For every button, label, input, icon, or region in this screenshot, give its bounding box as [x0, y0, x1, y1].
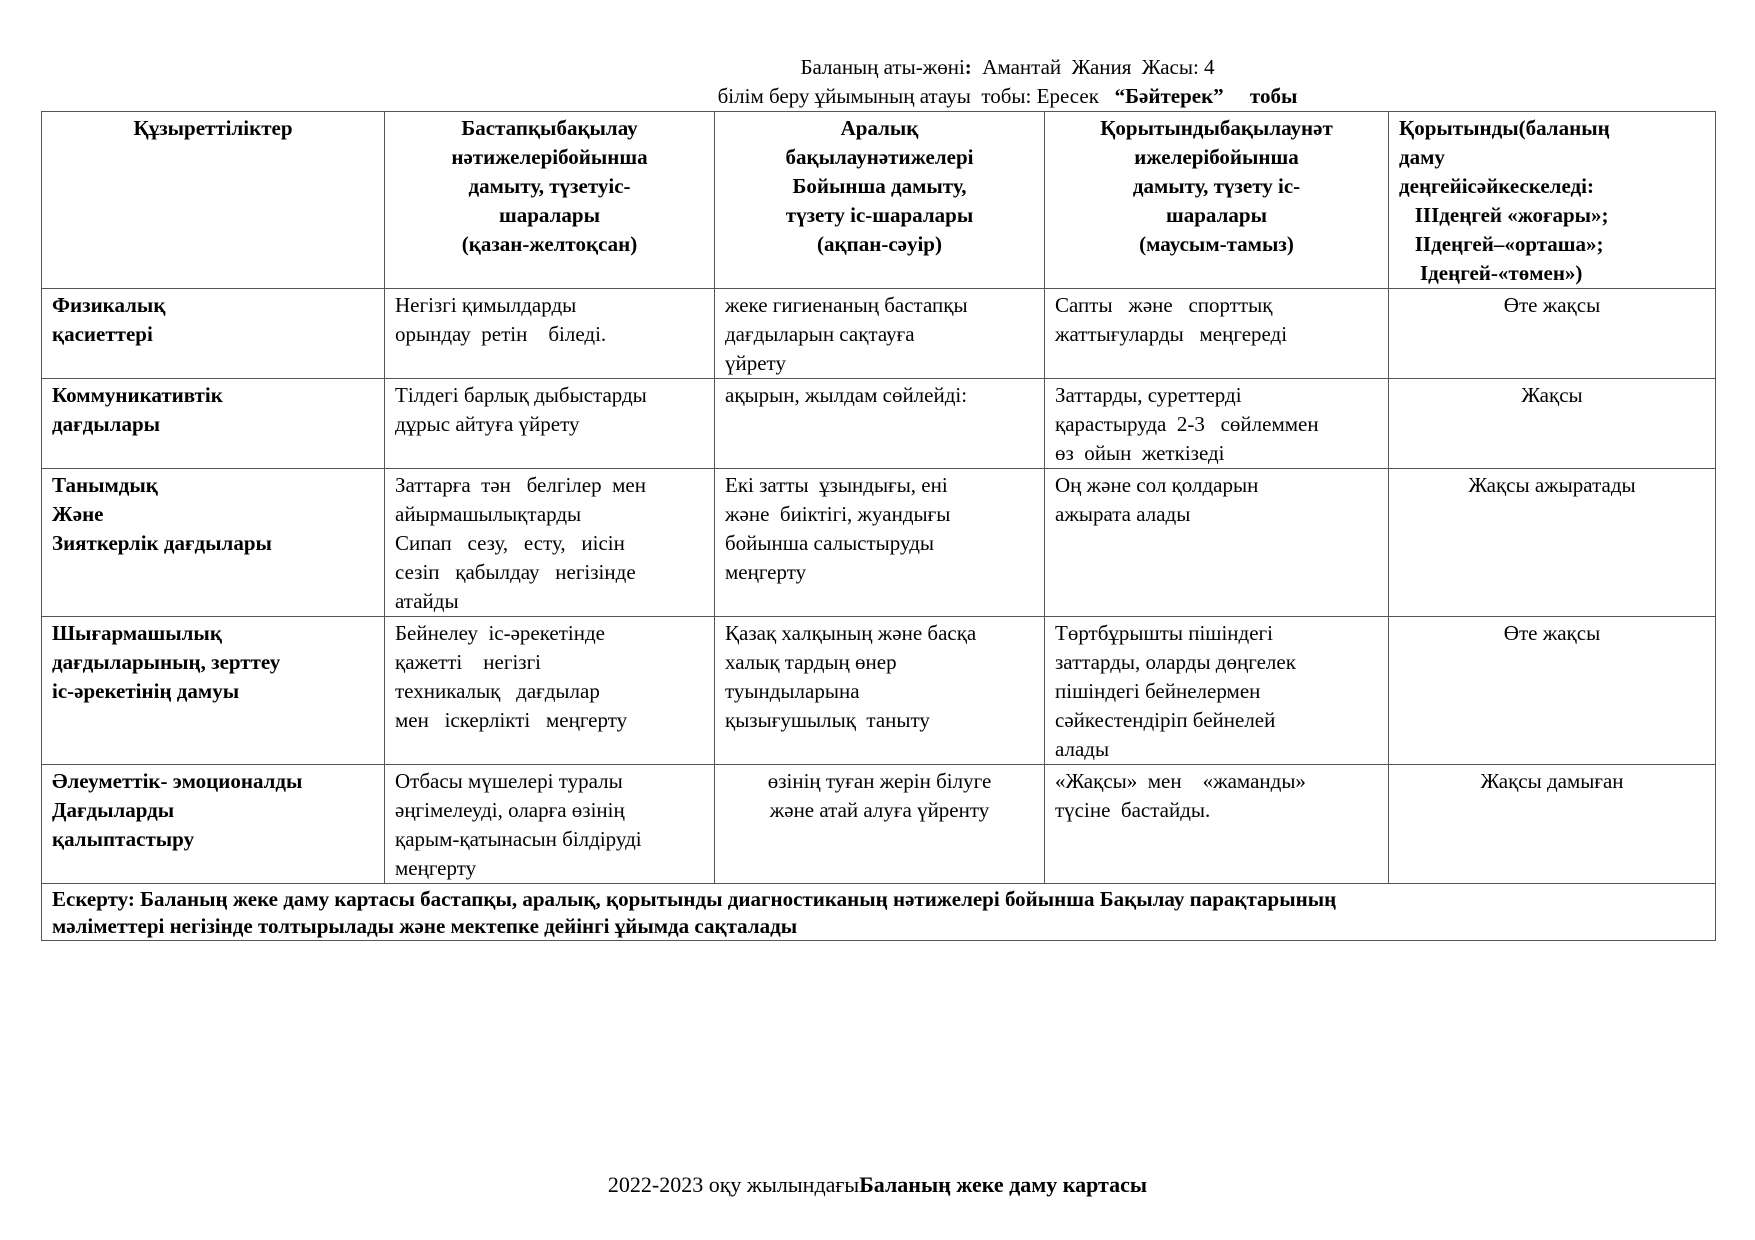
- measure-c3-line: Оң және сол қолдарын: [1055, 473, 1259, 497]
- child-name-label: Баланың аты-жөні: [800, 55, 965, 79]
- measure-c2-line: Қазақ халқының және басқа: [725, 621, 977, 645]
- col-header-line: даму: [1399, 145, 1445, 169]
- col-header-line: Бойынша дамыту,: [792, 174, 967, 198]
- measure-c3-line: өз ойын жеткізеді: [1055, 441, 1225, 465]
- col-header-line: дамыту, түзетуіс-: [468, 174, 631, 198]
- competency-name-line: Әлеуметтік- эмоционалды: [52, 769, 303, 793]
- measure-c1-line: дұрыс айтуға үйрету: [395, 412, 580, 436]
- measure-c3-line: пішіндегі бейнелермен: [1055, 679, 1261, 703]
- competency-name-line: Танымдық: [52, 473, 158, 497]
- table-header-row: [42, 112, 1716, 289]
- table-row: [42, 617, 1716, 765]
- measure-c2-line: қызығушылық таныту: [725, 708, 930, 732]
- measure-c2-line: дағдыларын сақтауға: [725, 322, 915, 346]
- measure-c2-line: халық тардың өнер: [725, 650, 897, 674]
- col-header-line: Қорытынды(баланың: [1399, 116, 1610, 140]
- measure-c2: [715, 289, 1045, 379]
- measure-c1-line: Негізгі қимылдарды: [395, 293, 577, 317]
- competency-name: [42, 289, 385, 379]
- measure-c1: [385, 379, 715, 469]
- child-name-colon: :: [964, 55, 972, 79]
- measure-c3: [1045, 469, 1389, 617]
- result-level: Өте жақсы: [1389, 289, 1716, 379]
- footer-title: Баланың жеке даму картасы: [859, 1172, 1148, 1197]
- measure-c1-line: қарым-қатынасын білдіруді: [395, 827, 642, 851]
- measure-c3: [1045, 379, 1389, 469]
- competency-name-line: Шығармашылық: [52, 621, 222, 645]
- measure-c1: [385, 765, 715, 884]
- page-footer: [0, 1172, 1755, 1198]
- measure-c1-line: Заттарға тән белгілер мен: [395, 473, 646, 497]
- measure-c2-line: меңгерту: [725, 560, 807, 584]
- col-header-line: (маусым-тамыз): [1139, 232, 1294, 256]
- measure-c2-line: бойынша салыстыруды: [725, 531, 934, 555]
- competency-name-line: Коммуникативтік: [52, 383, 223, 407]
- competency-name: [42, 469, 385, 617]
- table-body: [42, 289, 1716, 941]
- measure-c2-line: ақырын, жылдам сөйлейді:: [725, 383, 968, 407]
- measure-c3-line: жаттығуларды меңгереді: [1055, 322, 1288, 346]
- competency-name: [42, 617, 385, 765]
- competency-name-line: іс-әрекетінің дамуы: [52, 679, 240, 703]
- note-line: мәліметтері негізінде толтырылады және мектепке дейінгі ұйымда сақталады: [52, 914, 798, 938]
- col-header-line: шаралары: [1166, 203, 1267, 227]
- result-level: Жақсы дамыған: [1389, 765, 1716, 884]
- col-header-line: ІІІдеңгей «жоғары»;: [1399, 203, 1609, 227]
- result-level: Жақсы ажыратады: [1389, 469, 1716, 617]
- measure-c2-line: және атай алуға үйренту: [769, 798, 990, 822]
- col-header-line: ІІдеңгей–«орташа»;: [1399, 232, 1604, 256]
- competency-name-line: Дағдыларды: [52, 798, 175, 822]
- competency-name-line: қасиеттері: [52, 322, 153, 346]
- measure-c3: [1045, 617, 1389, 765]
- col-header-line: ижелерібойынша: [1134, 145, 1299, 169]
- child-name-line: [130, 54, 1755, 80]
- col-header-line: Бастапқыбақылау: [461, 116, 638, 140]
- footer-year: 2022-2023 оқу жылындағы: [607, 1172, 860, 1197]
- col-header-line: Ідеңгей-«төмен»): [1399, 261, 1583, 285]
- note-text: [42, 884, 1716, 941]
- col-header-line: бақылаунәтижелері: [785, 145, 974, 169]
- col-header-result: [1389, 112, 1716, 289]
- measure-c1-line: сезіп қабылдау негізінде: [395, 560, 636, 584]
- competency-name: [42, 379, 385, 469]
- competency-name-line: Зияткерлік дағдылары: [52, 531, 272, 555]
- col-header-line: (ақпан-сәуір): [817, 232, 942, 256]
- measure-c2-line: және биіктігі, жуандығы: [725, 502, 951, 526]
- table-row: [42, 765, 1716, 884]
- competency-name-line: қалыптастыру: [52, 827, 195, 851]
- measure-c2-line: жеке гигиенаның бастапқы: [725, 293, 968, 317]
- competency-name-line: дағдыларының, зерттеу: [52, 650, 281, 674]
- col-header-line: Қорытындыбақылаунәт: [1100, 116, 1333, 140]
- measure-c3-line: қарастыруда 2-3 сөйлеммен: [1055, 412, 1319, 436]
- measure-c3-line: Заттарды, суреттерді: [1055, 383, 1242, 407]
- measure-c1-line: меңгерту: [395, 856, 477, 880]
- child-name-value: Амантай Жания Жасы: 4: [971, 55, 1215, 79]
- result-level: Жақсы: [1389, 379, 1716, 469]
- measure-c1-line: атайды: [395, 589, 459, 613]
- measure-c3-line: заттарды, оларды дөңгелек: [1055, 650, 1296, 674]
- measure-c3: [1045, 289, 1389, 379]
- competency-name: [42, 765, 385, 884]
- measure-c3: [1045, 765, 1389, 884]
- competency-name-line: Және: [52, 502, 104, 526]
- col-header-intermediate-control: [715, 112, 1045, 289]
- table-row: [42, 469, 1716, 617]
- measure-c2-line: үйрету: [725, 351, 786, 375]
- table-row: [42, 379, 1716, 469]
- measure-c1-line: Бейнелеу іс-әрекетінде: [395, 621, 605, 645]
- measure-c2-line: өзінің туған жерін білуге: [767, 769, 992, 793]
- col-header-line: нәтижелерібойынша: [451, 145, 648, 169]
- measure-c3-line: ажырата алады: [1055, 502, 1191, 526]
- organization-label: білім беру ұйымының атауы тобы: Ересек: [717, 84, 1115, 108]
- col-header-initial-control: [385, 112, 715, 289]
- competency-name-line: дағдылары: [52, 412, 161, 436]
- measure-c1: [385, 617, 715, 765]
- measure-c1-line: мен іскерлікті меңгерту: [395, 708, 628, 732]
- organization-line: [130, 83, 1755, 109]
- measure-c2-line: туындыларына: [725, 679, 860, 703]
- measure-c1-line: айырмашылықтарды: [395, 502, 582, 526]
- measure-c2-line: Екі затты ұзындығы, ені: [725, 473, 948, 497]
- development-card-table: [41, 111, 1716, 941]
- col-header-line: деңгейісәйкескеледі:: [1399, 174, 1594, 198]
- measure-c1-line: Отбасы мүшелері туралы: [395, 769, 623, 793]
- measure-c1-line: техникалық дағдылар: [395, 679, 600, 703]
- col-header-line: Құзыреттіліктер: [133, 116, 293, 140]
- measure-c3-line: Төртбұрышты пішіндегі: [1055, 621, 1273, 645]
- note-row: [42, 884, 1716, 941]
- note-line: Ескерту: Баланың жеке даму картасы бастапқы, аралық, қорытынды диагностиканың нәтижелері бойынша Бақылау парақтарының: [52, 887, 1337, 911]
- col-header-line: түзету іс-шаралары: [785, 203, 974, 227]
- measure-c1: [385, 469, 715, 617]
- col-header-line: шаралары: [499, 203, 600, 227]
- measure-c3-line: «Жақсы» мен «жаманды»: [1055, 769, 1306, 793]
- result-level: Өте жақсы: [1389, 617, 1716, 765]
- col-header-line: (қазан-желтоқсан): [461, 232, 638, 256]
- measure-c1-line: Тілдегі барлық дыбыстарды: [395, 383, 647, 407]
- measure-c1-line: Сипап сезу, есту, иісін: [395, 531, 625, 555]
- measure-c3-line: сәйкестендіріп бейнелей: [1055, 708, 1276, 732]
- measure-c2: [715, 617, 1045, 765]
- measure-c3-line: алады: [1055, 737, 1110, 761]
- measure-c2: [715, 469, 1045, 617]
- measure-c1-line: әңгімелеуді, оларға өзінің: [395, 798, 625, 822]
- col-header-competencies: [42, 112, 385, 289]
- measure-c1: [385, 289, 715, 379]
- measure-c2: [715, 765, 1045, 884]
- col-header-final-control: [1045, 112, 1389, 289]
- measure-c3-line: түсіне бастайды.: [1055, 798, 1211, 822]
- measure-c1-line: орындау ретін біледі.: [395, 322, 607, 346]
- measure-c1-line: қажетті негізгі: [395, 650, 542, 674]
- table-row: [42, 289, 1716, 379]
- col-header-line: дамыту, түзету іс-: [1132, 174, 1301, 198]
- measure-c3-line: Сапты және спорттық: [1055, 293, 1273, 317]
- measure-c2: [715, 379, 1045, 469]
- group-name: “Бәйтерек” тобы: [1114, 84, 1298, 108]
- col-header-line: Аралық: [840, 116, 919, 140]
- competency-name-line: Физикалық: [52, 293, 166, 317]
